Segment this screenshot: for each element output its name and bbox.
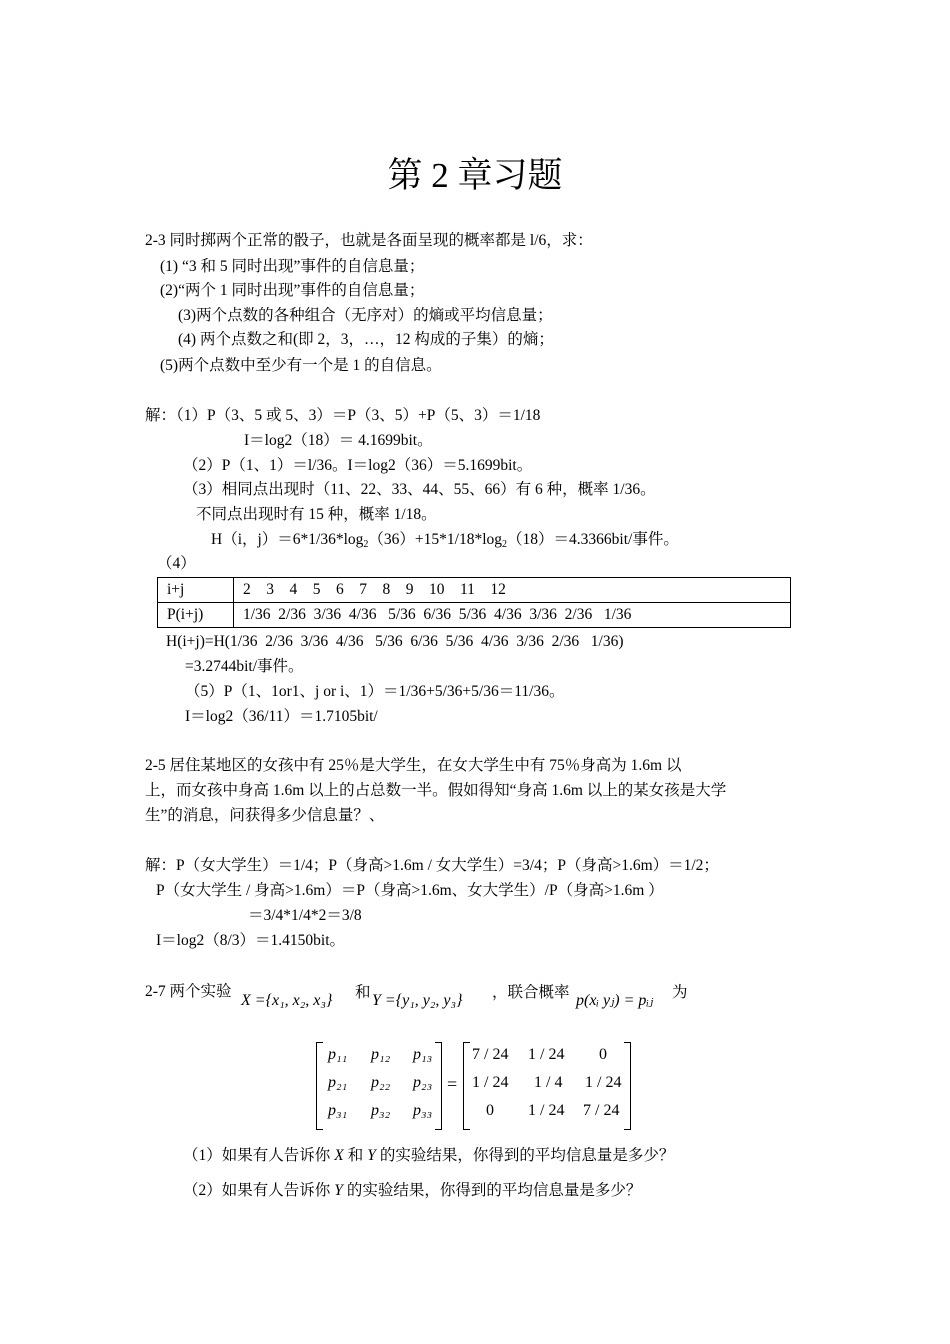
matrix-cell: 7 / 24 (583, 1102, 620, 1119)
solution-2-3-part-4-result: =3.2744bit/事件。 (185, 658, 304, 675)
matrix-cell: p₁₂ (371, 1046, 391, 1063)
joint-probability-value-matrix (463, 1042, 631, 1128)
problem-2-7-intro: 2-7 两个实验 (145, 983, 232, 1000)
solution-2-5-line-3: ＝3/4*1/4*2＝3/8 (248, 907, 362, 924)
matrix-cell: 0 (486, 1102, 494, 1119)
problem-2-7-wei: 为 (672, 984, 688, 1001)
table-row (158, 578, 791, 603)
matrix-cell: 7 / 24 (472, 1046, 509, 1063)
table-header-cell: i+j (158, 578, 234, 603)
matrix-cell: p₁₁ (328, 1046, 348, 1063)
solution-2-3-part-5: （5）P（1、1or1、j or i、1）＝1/36+5/36+5/36＝11/36。 (185, 683, 565, 700)
problem-2-5-line-2: 上，而女孩中身高 1.6m 以上的占总数一半。假如得知“身高 1.6m 以上的某女孩是大学 (145, 782, 727, 799)
matrix-cell: 1 / 4 (534, 1074, 563, 1091)
matrix-cell: 0 (599, 1046, 607, 1063)
problem-2-3-item-3: (3)两个点数的各种组合（无序对）的熵或平均信息量； (178, 307, 553, 324)
table-header-cell: P(i+j) (158, 603, 234, 628)
solution-2-3-part-2: （2）P（1、1）＝l/36。I＝log2（36）＝5.1699bit。 (183, 457, 533, 474)
set-y-formula: Y ={y₁, y₂, y₃} (372, 992, 463, 1009)
table-cell: 2 3 4 5 6 7 8 9 10 11 12 (234, 578, 791, 603)
matrix-cell: p₂₃ (413, 1074, 433, 1091)
table-cell: 1/36 2/36 3/36 4/36 5/36 6/36 5/36 4/36 3/36 2/36 1/36 (234, 603, 791, 628)
matrix-equals-sign: = (447, 1074, 458, 1094)
solution-2-5-line-4: I＝log2（8/3）＝1.4150bit。 (156, 932, 346, 949)
problem-2-7-question-1: （1）如果有人告诉你 X 和 Y 的实验结果，你得到的平均信息量是多少？ (183, 1147, 675, 1164)
problem-2-7-question-2: （2）如果有人告诉你 Y 的实验结果，你得到的平均信息量是多少？ (183, 1182, 642, 1199)
problem-2-3-item-5: (5)两个点数中至少有一个是 1 的自信息。 (160, 357, 442, 374)
joint-probability-symbol-matrix (316, 1042, 442, 1128)
problem-2-5-line-1: 2-5 居住某地区的女孩中有 25％是大学生，在女大学生中有 75％身高为 1.6m 以 (145, 757, 682, 774)
solution-2-5-line-1: 解：P（女大学生）＝1/4；P（身高>1.6m / 女大学生）=3/4；P（身高>1.6m）＝1/2； (145, 857, 719, 874)
matrix-cell: p₂₁ (328, 1074, 348, 1091)
matrix-cell: 1 / 24 (528, 1046, 565, 1063)
matrix-cell: 1 / 24 (472, 1074, 509, 1091)
matrix-cell: p₃₁ (328, 1102, 348, 1119)
solution-2-3-part-3-entropy: H（i，$j)=6*1/36*\log_2(36)+15*1/18*\log_2(18)=4.3366bit/$事件。 (211, 531, 679, 550)
matrix-cell: 1 / 24 (528, 1102, 565, 1119)
problem-2-3-question: 2-3 同时掷两个正常的骰子，也就是各面呈现的概率都是 l/6，求： (145, 232, 593, 249)
table-row (158, 603, 791, 628)
matrix-cell: p₃₂ (371, 1102, 391, 1119)
solution-2-3-part-1: 解：（1）P（3、5 或 5、3）＝P（3、5）+P（5、3）＝1/18 (145, 407, 541, 424)
joint-probability-formula: p(xᵢ yⱼ) = pᵢⱼ (576, 992, 654, 1009)
solution-2-3-part-5-info: I＝log2（36/11）＝1.7105bit/ (185, 708, 378, 725)
matrix-cell: 1 / 24 (585, 1074, 622, 1091)
problem-2-3-item-4: (4) 两个点数之和(即 2，3，…，12 构成的子集）的熵； (178, 331, 554, 348)
solution-2-5-line-2: P（女大学生 / 身高>1.6m）＝P（身高>1.6m、女大学生）/P（身高>1.6m ） (156, 882, 664, 899)
solution-2-3-part-1-info: I＝log2（18）＝ 4.1699bit。 (244, 432, 433, 449)
matrix-cell: p₁₃ (413, 1046, 433, 1063)
solution-2-3-part-3-diff: 不同点出现时有 15 种，概率 1/18。 (196, 506, 437, 523)
problem-2-5-line-3: 生”的消息，问获得多少信息量？、 (145, 807, 385, 824)
problem-2-7-and: 和 (355, 984, 371, 1001)
problem-2-3-item-1: (1) “3 和 5 同时出现”事件的自信息量； (160, 258, 425, 275)
solution-2-3-part-4: （4） (157, 555, 196, 572)
set-x-formula: X ={x₁, x₂, x₃} (241, 992, 333, 1009)
solution-2-3-part-3: （3）相同点出现时（11、22、33、44、55、66）有 6 种，概率 1/36。 (183, 481, 656, 498)
problem-2-3-item-2: (2)“两个 1 同时出现”事件的自信息量； (160, 282, 425, 299)
matrix-cell: p₂₂ (371, 1074, 391, 1091)
sum-probability-table (157, 577, 791, 628)
solution-2-3-part-4-entropy: H(i+j)=H(1/36 2/36 3/36 4/36 5/36 6/36 5/36 4/36 3/36 2/36 1/36) (166, 633, 624, 650)
problem-2-7-joint: ，联合概率 (492, 984, 570, 1001)
page-title: 第 2 章习题 (387, 156, 563, 195)
matrix-cell: p₃₃ (413, 1102, 433, 1119)
